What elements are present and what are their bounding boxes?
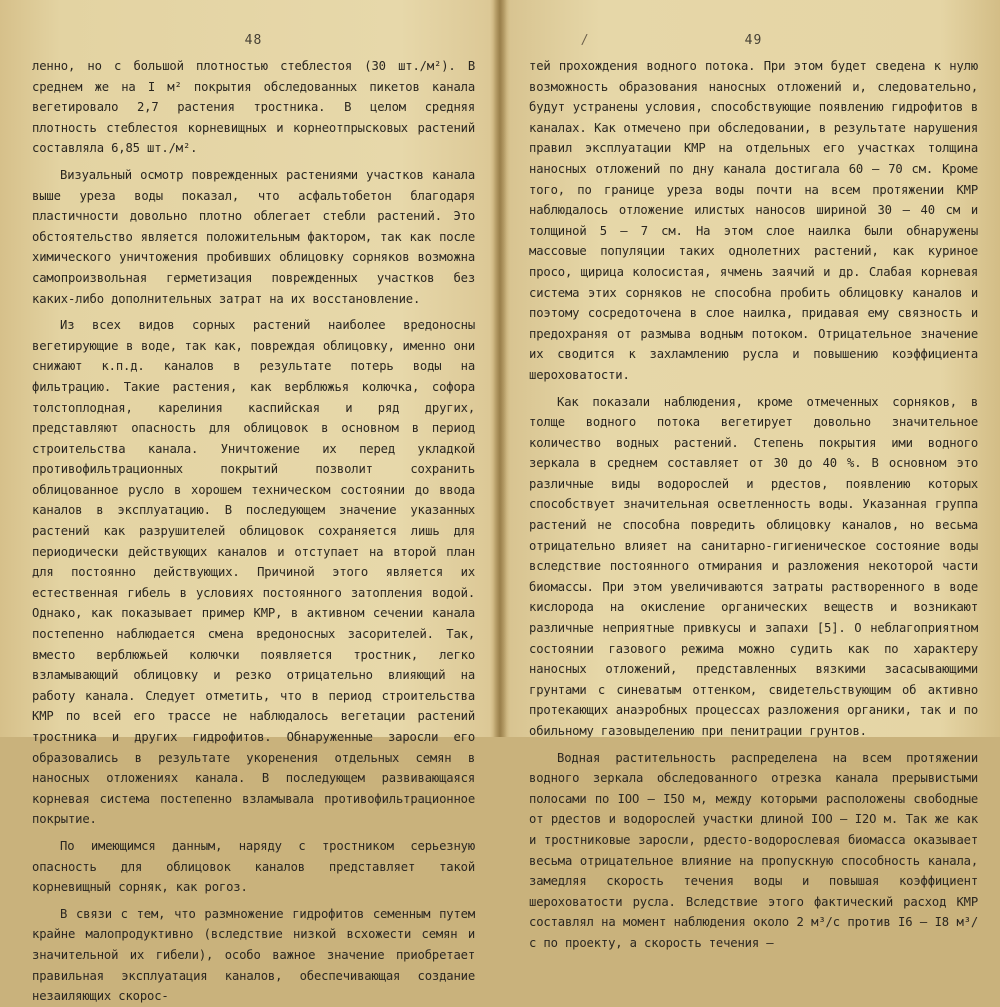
handwritten-margin-mark: /: [580, 31, 588, 49]
left-page-body: [32, 56, 475, 1007]
right-page-body: [529, 56, 978, 954]
paragraph: По имеющимся данным, наряду с тростником серьезную опасность для облицовок каналов представляет такой корневищный сорняк, как рогоз.: [32, 838, 475, 895]
right-page-number: 49: [744, 33, 763, 48]
paragraph: Визуальный осмотр поврежденных растениями участков канала выше уреза воды показал, что асфальтобетон благодаря пластичности довольно плотно облегает стебли растений. Это обстоятельство является положительным фактором, так как после химического уничтожения пробивших облицовку сорняков возможна самопроизвольная герметизация поврежденных участков без каких-либо дополнительных затрат на их восстановление.: [32, 167, 475, 306]
right-page: [505, 0, 1000, 950]
paragraph: Как показали наблюдения, кроме отмеченных сорняков, в толще водного потока вегетирует довольно значительное количество водных растений. Степень покрытия ими водного зеркала в среднем составляет от 30 до 40 %. В основном это различные виды водорослей и рдестов, появлению которых способствует значительная осветленность воды. Указанная группа растений не способна повредить облицовку каналов, но весьма отрицательно влияет на санитарно-гигиеническое состояние воды вследствие постоянного отмирания и разложения некоторой части биомассы. При этом увеличиваются затраты растворенного в воде кислорода на окисление органических веществ и возникают различные неприятные привкусы и запахи [5]. О неблагоприятном состоянии газового режима можно судить как по характеру наносных отложений, представленных вязкими засасывающими грунтами с синеватым оттенком, свидетельствующим об активно протекающих анаэробных процессах разложения органики, так и по обильному газовыделению при пенитрации грунтов.: [529, 394, 978, 738]
left-page: [0, 0, 495, 1004]
paragraph: Из всех видов сорных растений наиболее вредоносны вегетирующие в воде, так как, повреждая облицовку, именно они снижают к.п.д. каналов в результате потерь воды на фильтрацию. Такие растения, как верблюжья колючка, софора толстоплодная, карелиния каспийская и ряд других, представляют опасность для облицовок в основном в период строительства канала. Уничтожение их перед укладкой противофильтрационных покрытий позволит сохранить облицованное русло в хорошем техническом состоянии до ввода каналов в эксплуатацию. В последующем значение указанных растений как разрушителей облицовок сохраняется лишь для периодически действующих каналов и отступает на второй план для постоянно действующих. Причиной этого является их естественная гибель в условиях постоянного затопления водой. Однако, как показывает пример КМР, в активном сечении канала постепенно наблюдается смена вредоносных засорителей. Так, вместо верблюжьей колючки появляется тростник, легко взламывающий облицовку и резко отрицательно влияющий на работу канала. Следует отметить, что в период строительства КМР по всей его трассе не наблюдалось вегетации растений тростника и других гидрофитов. Обнаруженные заросли его образовались в результате укоренения отдельных семян в наносных отложениях канала. В последующем развивающаяся корневая система постепенно взламывала противофильтрационное покрытие.: [32, 318, 475, 827]
left-page-number: 48: [244, 33, 263, 48]
paragraph: ленно, но с большой плотностью стеблестоя (30 шт./м²). В среднем же на I м² покрытия обследованных пикетов канала вегетировало 2,7 растения тростника. В целом средняя плотность стеблестоя корневищных и корнеотпрысковых растений составляла 6,85 шт./м².: [32, 59, 475, 156]
paragraph: В связи с тем, что размножение гидрофитов семенным путем крайне малопродуктивно (вследствие низкой всхожести семян и значительной их гибели), особо важное значение приобретает правильная эксплуатация каналов, обеспечивающая создание незаиляющих скорос-: [32, 906, 475, 1004]
paragraph: Водная растительность распределена на всем протяжении водного зеркала обследованного отрезка канала прерывистыми полосами по IOO – I5O м, между которыми расположены свободные от рдестов и водорослей участки длиной IOO – I2O м. Так же как и тростниковые заросли, рдесто-водорослевая биомасса оказывает весьма отрицательное влияние на пропускную способность канала, замедляя скорость течения воды и повышая коэффициент шероховатости русла. Вследствие этого фактический расход КМР составлял на момент наблюдения около 2 м³/с против I6 – I8 м³/с по проекту, а скорость течения –: [529, 750, 978, 950]
paragraph: тей прохождения водного потока. При этом будет сведена к нулю возможность образования наносных отложений и, следовательно, будут устранены условия, способствующие появлению гидрофитов в каналах. Как отмечено при обследовании, в результате нарушения правил эксплуатации КМР на отдельных его участках толщина наносных отложений по дну канала достигала 60 – 70 см. Кроме того, по границе уреза воды почти на всем протяжении КМР наблюдалось отложение илистых наносов шириной 30 – 40 см и толщиной 5 – 7 см. На этом слое наилка были обнаружены массовые популяции таких однолетних растений, как куриное просо, щирица колосистая, ячмень заячий и др. Слабая корневая система этих сорняков не способна пробить облицовку каналов и поэтому сосредоточена в слое наилка, придавая ему связность и предохраняя от размыва водным потоком. Отрицательное значение их сводится к захламлению русла и повышению коэффициента шероховатости.: [529, 59, 978, 382]
